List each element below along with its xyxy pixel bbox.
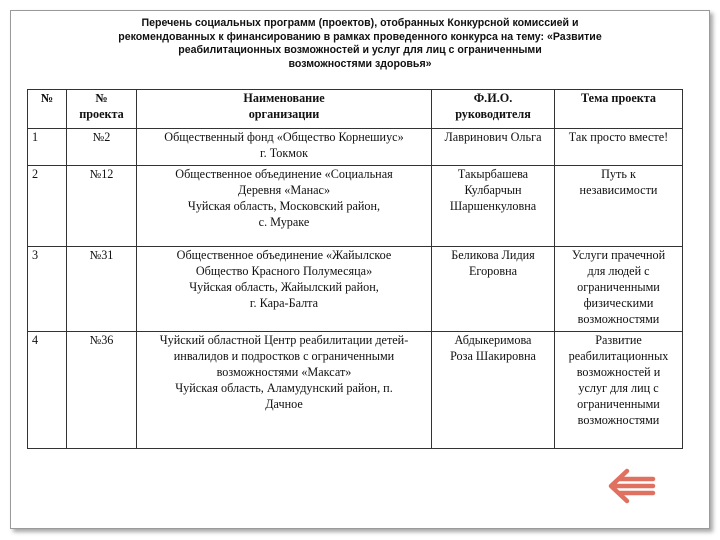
cell-topic: Путь к независимости	[555, 166, 683, 247]
cell-project: №12	[67, 166, 137, 247]
cell-org: Чуйский областной Центр реабилитации детей- инвалидов и подростков с ограниченными возможностями «Максат» Чуйская область, Аламудунский район, п. Дачное	[137, 332, 432, 449]
cell-num: 3	[28, 247, 67, 332]
table-header-row	[28, 90, 683, 129]
title-line: реабилитационных возможностей и услуг для лиц с ограниченными	[178, 44, 542, 57]
table-row	[28, 332, 683, 449]
cell-project: №36	[67, 332, 137, 449]
cell-project: №2	[67, 129, 137, 166]
header-topic: Тема проекта	[555, 90, 683, 129]
title-line: Перечень социальных программ (проектов), отобранных Конкурсной комиссией и	[141, 17, 579, 29]
cell-project: №31	[67, 247, 137, 332]
cell-leader: Лавринович Ольга	[432, 129, 555, 166]
cell-topic: Так просто вместе!	[555, 129, 683, 166]
cell-leader: Такырбашева Кулбарчын Шаршенкуловна	[432, 166, 555, 247]
back-button[interactable]	[603, 466, 659, 506]
cell-topic: Услуги прачечной для людей с ограниченными физическими возможностями	[555, 247, 683, 332]
arrow-left-icon	[603, 466, 659, 506]
page-title	[60, 17, 660, 71]
cell-org: Общественное объединение «Жайылское Общество Красного Полумесяца» Чуйская область, Жайылский район, г. Кара-Балта	[137, 247, 432, 332]
cell-num: 2	[28, 166, 67, 247]
projects-table	[27, 89, 683, 449]
cell-leader: Беликова Лидия Егоровна	[432, 247, 555, 332]
table-row	[28, 247, 683, 332]
header-num: №	[28, 90, 67, 129]
title-line: рекомендованных к финансированию в рамках проведенного конкурса на тему: «Развитие	[118, 30, 602, 43]
table-row	[28, 129, 683, 166]
header-project: № проекта	[67, 90, 137, 129]
title-line: возможностями здоровья»	[288, 57, 432, 70]
table-row	[28, 166, 683, 247]
cell-org: Общественный фонд «Общество Корнешиус» г. Токмок	[137, 129, 432, 166]
cell-topic: Развитие реабилитационных возможностей и услуг для лиц с ограниченными возможностями	[555, 332, 683, 449]
header-leader: Ф.И.О. руководителя	[432, 90, 555, 129]
header-org: Наименование организации	[137, 90, 432, 129]
cell-org: Общественное объединение «Социальная Деревня «Манас» Чуйская область, Московский район, с. Мураке	[137, 166, 432, 247]
cell-num: 4	[28, 332, 67, 449]
cell-num: 1	[28, 129, 67, 166]
cell-leader: Абдыкеримова Роза Шакировна	[432, 332, 555, 449]
